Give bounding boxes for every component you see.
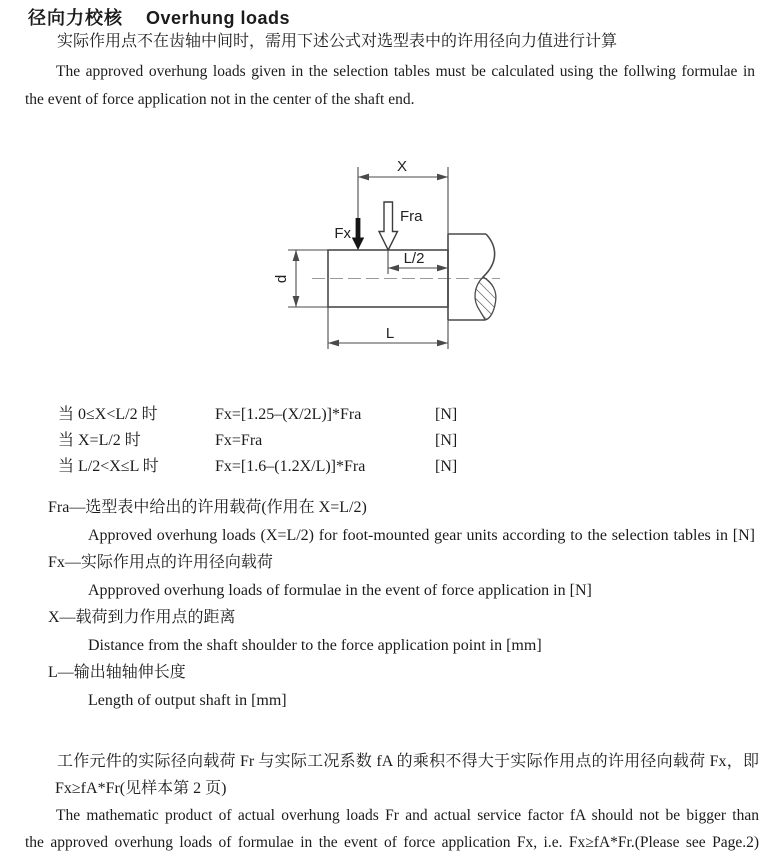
- formula-unit: [N]: [435, 458, 458, 475]
- definition-term-fra: Fra—选型表中给出的许用载荷(作用在 X=L/2): [48, 499, 367, 516]
- housing-outline: [448, 234, 496, 320]
- closing-chinese-line1: 工作元件的实际径向载荷 Fr 与实际工况系数 fA 的乘积不得大于实际作用点的许用径向载荷 Fx，即: [57, 753, 759, 770]
- intro-english-line1: The approved overhung loads given in the selection tables must be calculated using the follwing formulae in: [56, 63, 755, 80]
- hatch-section: [475, 277, 496, 320]
- force-arrow-fra: [379, 202, 423, 250]
- formula-condition: 当 X=L/2 时: [58, 432, 141, 449]
- formula-row: [25, 454, 759, 480]
- force-arrow-fx: [334, 218, 364, 250]
- title-english: Overhung loads: [146, 8, 291, 28]
- dimension-l: [328, 307, 448, 349]
- force-label-fx: Fx: [334, 225, 351, 242]
- dim-label-d: d: [273, 274, 290, 284]
- formula-condition: 当 L/2<X≤L 时: [58, 458, 159, 475]
- dimension-l2: [388, 250, 448, 274]
- dim-label-x: X: [396, 158, 408, 175]
- intro-english-paragraph: [25, 58, 755, 113]
- definition-term-fx: Fx—实际作用点的许用径向载荷: [48, 554, 273, 571]
- formula-expression: Fx=Fra: [215, 432, 263, 449]
- formula-unit: [N]: [435, 406, 458, 423]
- definition-desc-fx: Appproved overhung loads of formulae in the event of force application in [N]: [88, 581, 592, 599]
- formula-table: [25, 402, 759, 480]
- closing-chinese-line2: Fx≥fA*Fr(见样本第 2 页): [55, 780, 227, 797]
- intro-english-line2: the event of force application not in the center of the shaft end.: [25, 90, 415, 108]
- definition-desc-l: Length of output shaft in [mm]: [88, 691, 287, 709]
- formula-unit: [N]: [435, 432, 458, 449]
- definition-desc-x: Distance from the shaft shoulder to the force application point in [mm]: [88, 636, 542, 654]
- dim-label-l: L: [385, 325, 395, 342]
- intro-chinese: 实际作用点不在齿轴中间时，需用下述公式对选型表中的许用径向力值进行计算: [57, 33, 618, 50]
- shaft-diagram: [0, 150, 780, 365]
- formula-condition: 当 0≤X<L/2 时: [58, 406, 158, 423]
- formula-row: [25, 402, 759, 428]
- force-label-fra: Fra: [400, 208, 423, 225]
- page-title: [28, 4, 290, 30]
- dim-label-l2: L/2: [403, 250, 425, 267]
- formula-row: [25, 428, 759, 454]
- closing-english-line2: the approved overhung loads of formulae in the event of force application Fx, i.e. Fx≥fA*Fr.(Please see Page.2): [25, 834, 759, 851]
- closing-english-line1: The mathematic product of actual overhung loads Fr and actual service factor fA should not be bigger than: [56, 807, 759, 824]
- definition-term-l: L—输出轴轴伸长度: [48, 664, 186, 681]
- definitions-list: [25, 494, 755, 714]
- formula-expression: Fx=[1.25–(X/2L)]*Fra: [215, 406, 362, 423]
- title-chinese: 径向力校核: [28, 8, 123, 28]
- closing-paragraphs: [25, 748, 759, 856]
- formula-expression: Fx=[1.6–(1.2X/L)]*Fra: [215, 458, 366, 475]
- definition-term-x: X—载荷到力作用点的距离: [48, 609, 236, 626]
- definition-desc-fra: Approved overhung loads (X=L/2) for foot-mounted gear units according to the selection tables in [N]: [88, 526, 755, 544]
